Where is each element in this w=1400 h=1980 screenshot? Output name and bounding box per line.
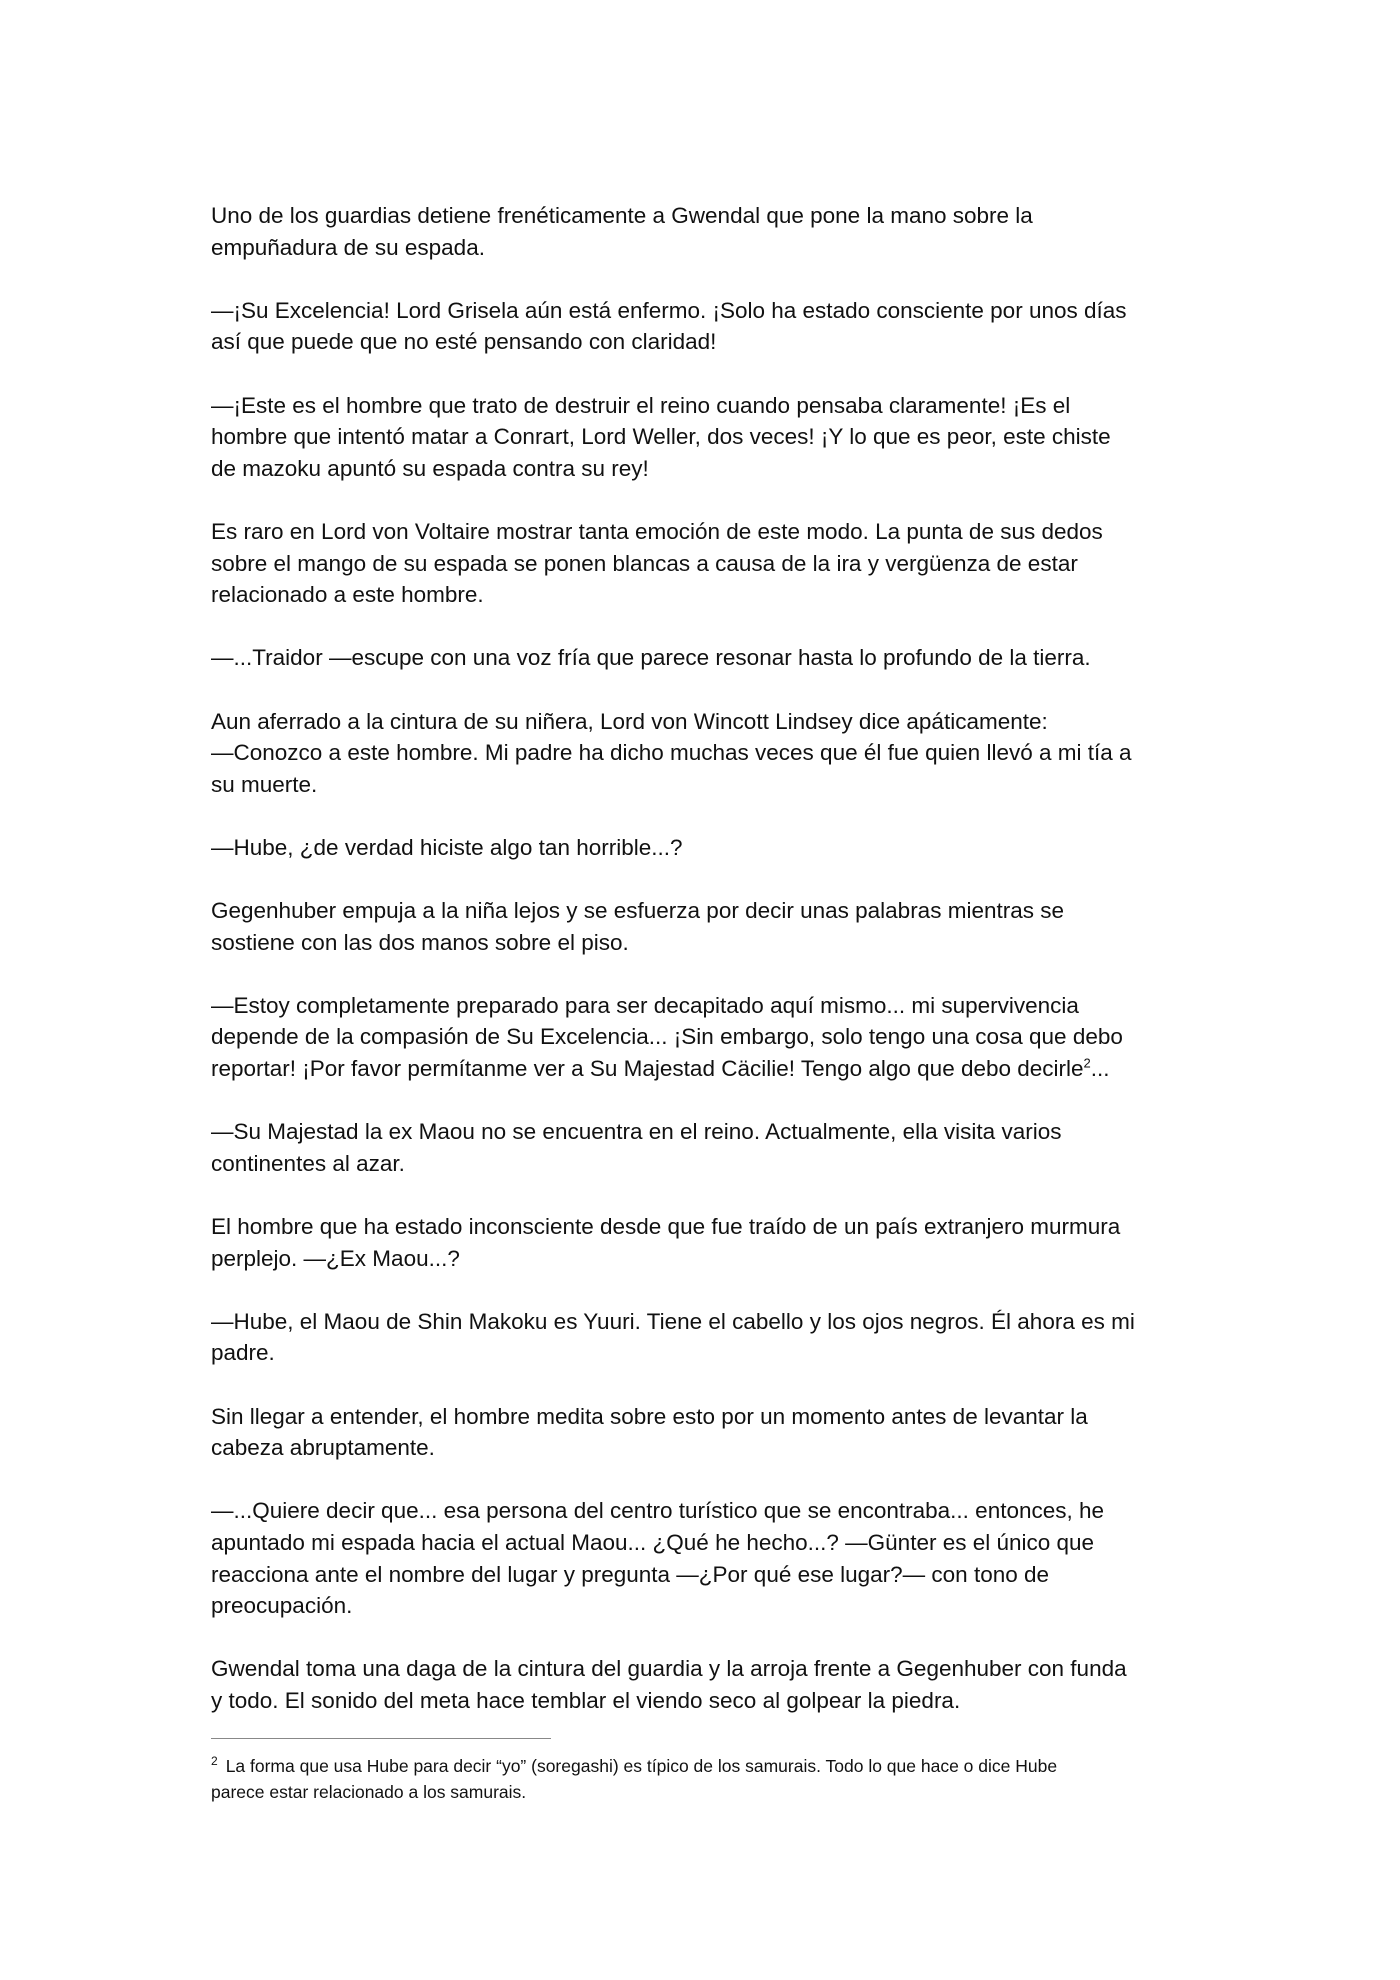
paragraph-14: —...Quiere decir que... esa persona del centro turístico que se encontraba... entonces, he apuntado mi espada hacia el actual Maou... ¿Qué he hecho...? —Günter es el único que reacciona ante el nombre del lugar y pregunta —¿Por qué ese lugar?— con tono de preocupación.	[211, 1498, 1105, 1619]
paragraph-3: —¡Este es el hombre que trato de destruir el reino cuando pensaba claramente! ¡Es el hombre que intentó matar a Conrart, Lord Weller, dos veces! ¡Y lo que es peor, este chiste de mazoku apuntó su espada contra su rey!	[211, 392, 1111, 481]
paragraph-6: Aun aferrado a la cintura de su niñera, Lord von Wincott Lindsey dice apáticamente: —Conozco a este hombre. Mi padre ha dicho muchas veces que él fue quien llevó a mi tía a su muerte.	[211, 708, 1132, 797]
paragraph-10: —Su Majestad la ex Maou no se encuentra en el reino. Actualmente, ella visita varios continentes al azar.	[211, 1119, 1062, 1176]
footnote-reference[interactable]: 2	[1083, 1055, 1091, 1071]
footnote-number: 2	[211, 1754, 218, 1769]
paragraph-15: Gwendal toma una daga de la cintura del guardia y la arroja frente a Gegenhuber con funda y todo. El sonido del meta hace temblar el viendo seco al golpear la piedra.	[211, 1656, 1127, 1713]
paragraph-1: Uno de los guardias detiene frenéticamente a Gwendal que pone la mano sobre la empuñadura de su espada.	[211, 203, 1033, 260]
paragraph-7: —Hube, ¿de verdad hiciste algo tan horrible...?	[211, 834, 683, 860]
footnote	[211, 1753, 1191, 1805]
paragraph-2: —¡Su Excelencia! Lord Grisela aún está enfermo. ¡Solo ha estado consciente por unos días así que puede que no esté pensando con claridad!	[211, 297, 1127, 355]
footnote-divider	[211, 1738, 551, 1739]
paragraph-9-ellipsis: ...	[1090, 1056, 1110, 1082]
paragraph-4: Es raro en Lord von Voltaire mostrar tanta emoción de este modo. La punta de sus dedos sobre el mango de su espada se ponen blancas a causa de la ira y vergüenza de estar relacionado a este hombre.	[211, 518, 1103, 608]
paragraph-9	[211, 990, 1191, 1085]
document-page	[211, 200, 1191, 1805]
paragraph-12: —Hube, el Maou de Shin Makoku es Yuuri. Tiene el cabello y los ojos negros. Él ahora es mi padre.	[211, 1308, 1135, 1366]
paragraph-5: —...Traidor —escupe con una voz fría que parece resonar hasta lo profundo de la tierra.	[211, 645, 1091, 671]
paragraph-11: El hombre que ha estado inconsciente desde que fue traído de un país extranjero murmura perplejo. —¿Ex Maou...?	[211, 1214, 1121, 1271]
paragraph-9-text: —Estoy completamente preparado para ser decapitado aquí mismo... mi supervivencia depende de la compasión de Su Excelencia... ¡Sin embargo, solo tengo una cosa que debo reportar! ¡Por favor permítanme ver a Su Majestad Cäcilie! Tengo algo que debo decirle	[211, 992, 1123, 1082]
paragraph-13: Sin llegar a entender, el hombre medita sobre esto por un momento antes de levantar la cabeza abruptamente.	[211, 1403, 1088, 1461]
footnote-text: La forma que usa Hube para decir “yo” (soregashi) es típico de los samurais. Todo lo que hace o dice Hube parece estar relacionado a los samurais.	[211, 1756, 1058, 1803]
paragraph-8: Gegenhuber empuja a la niña lejos y se esfuerza por decir unas palabras mientras se sostiene con las dos manos sobre el piso.	[211, 898, 1064, 955]
